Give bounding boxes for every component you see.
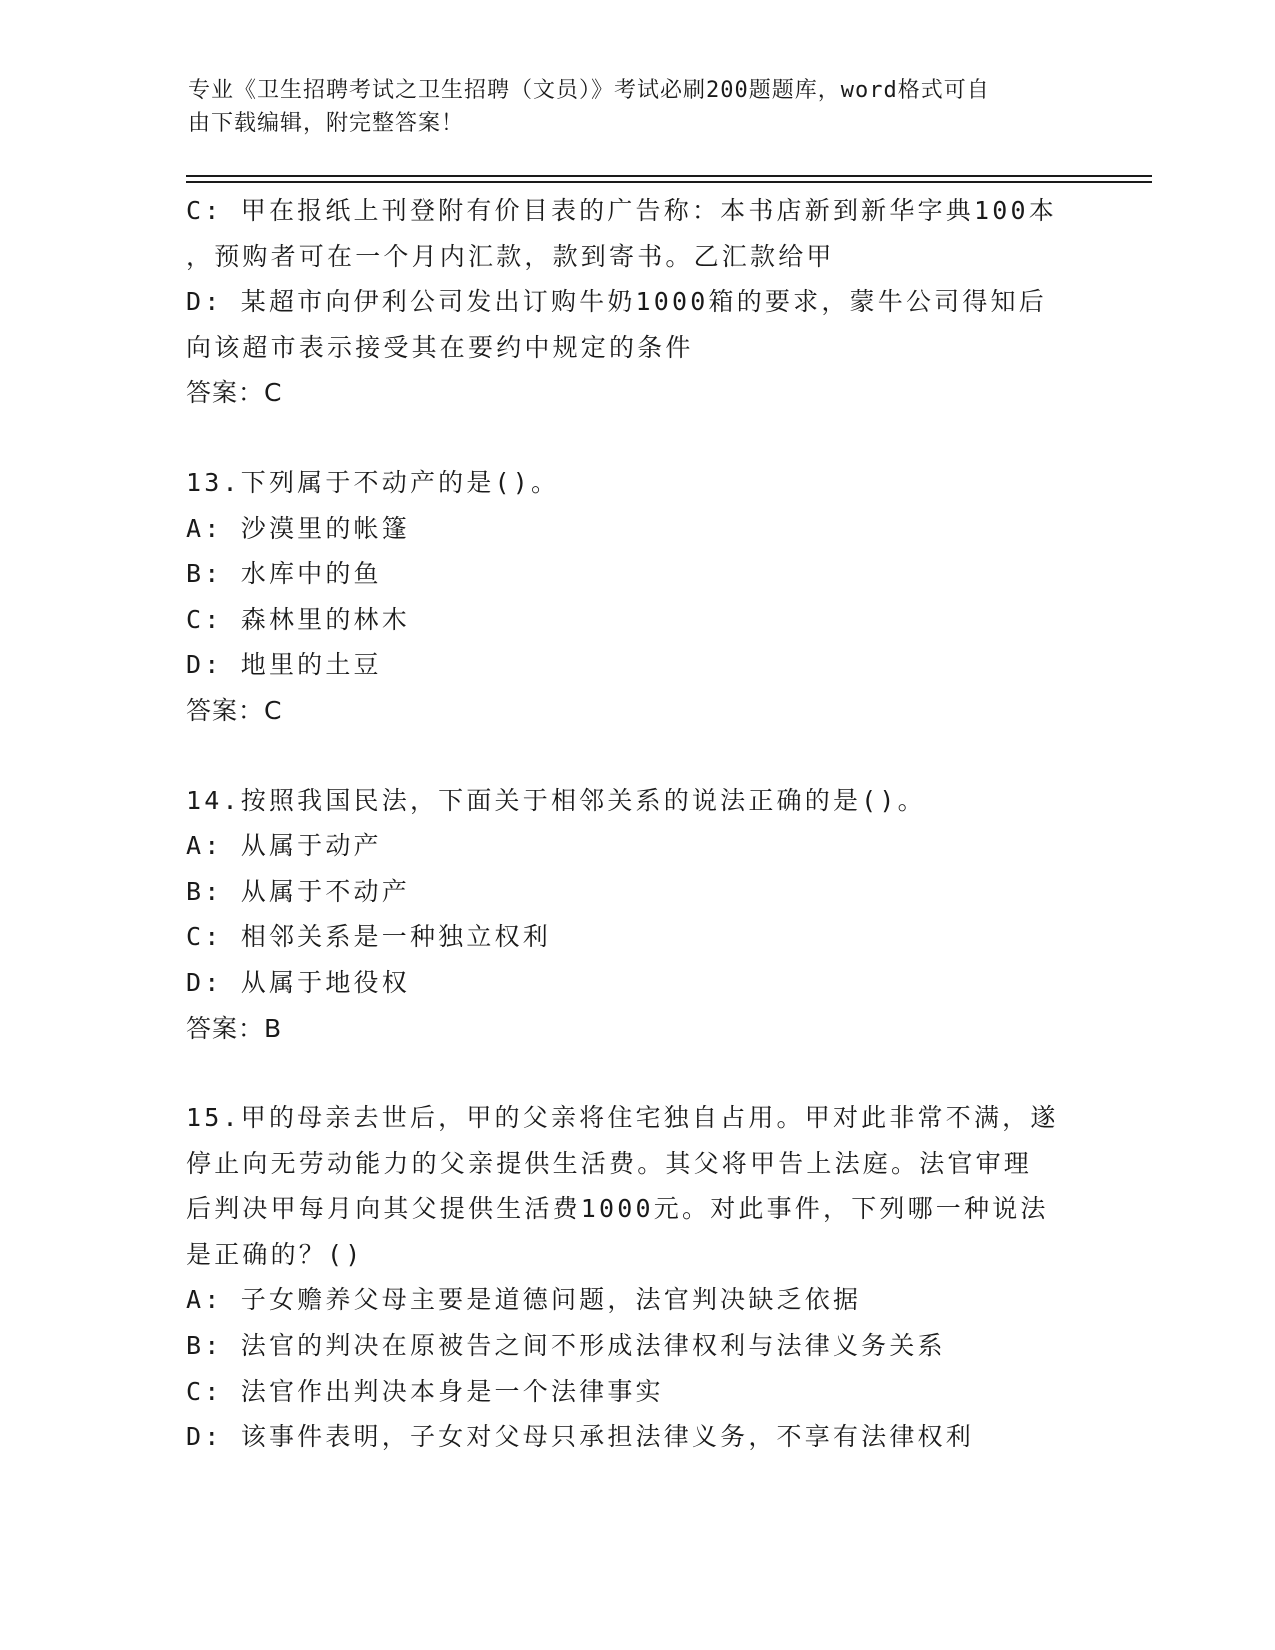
continued-question: [186, 188, 1086, 416]
question-13: [186, 460, 1086, 734]
answer: 答案：B: [186, 1013, 283, 1043]
option-d-continued: 向该超市表示接受其在要约中规定的条件: [186, 332, 694, 362]
spacer: [186, 1051, 1086, 1095]
option-c: C: 法官作出判决本身是一个法律事实: [186, 1376, 664, 1406]
question-text: 14.按照我国民法，下面关于相邻关系的说法正确的是()。: [186, 785, 926, 815]
spacer: [186, 734, 1086, 778]
option-d: D: 该事件表明，子女对父母只承担法律义务，不享有法律权利: [186, 1422, 974, 1452]
question-15: [186, 1095, 1086, 1460]
option-c: C: 森林里的林木: [186, 604, 410, 634]
option-d: D: 地里的土豆: [186, 650, 382, 680]
option-c: C: 甲在报纸上刊登附有价目表的广告称：本书店新到新华字典100本: [186, 196, 1057, 225]
question-text-line-2: 停止向无劳动能力的父亲提供生活费。其父将甲告上法庭。法官审理: [186, 1148, 1033, 1178]
header-line-1: 专业《卫生招聘考试之卫生招聘（文员）》考试必刷200题题库，word格式可自: [188, 78, 990, 103]
question-text-line-4: 是正确的？(): [186, 1239, 364, 1269]
question-text-line-1: 15.甲的母亲去世后，甲的父亲将住宅独自占用。甲对此非常不满，遂: [186, 1103, 1059, 1133]
document-header: [188, 74, 1068, 140]
option-c: C: 相邻关系是一种独立权利: [186, 922, 551, 952]
header-divider-bottom: [186, 181, 1152, 183]
header-line-2: 由下载编辑，附完整答案！: [188, 111, 465, 136]
option-d: D: 某超市向伊利公司发出订购牛奶1000箱的要求，蒙牛公司得知后: [186, 287, 1047, 317]
option-a: A: 从属于动产: [186, 831, 382, 861]
question-content: [186, 188, 1086, 1460]
question-text-line-3: 后判决甲每月向其父提供生活费1000元。对此事件，下列哪一种说法: [186, 1194, 1049, 1224]
spacer: [186, 416, 1086, 460]
option-c-continued: ，预购者可在一个月内汇款，款到寄书。乙汇款给甲: [186, 241, 835, 271]
answer: 答案：C: [186, 378, 283, 408]
option-a: A: 子女赡养父母主要是道德问题，法官判决缺乏依据: [186, 1285, 862, 1315]
option-b: B: 从属于不动产: [186, 876, 410, 906]
answer: 答案：C: [186, 695, 283, 725]
option-b: B: 水库中的鱼: [186, 559, 382, 589]
question-14: [186, 778, 1086, 1052]
option-d: D: 从属于地役权: [186, 967, 410, 997]
option-a: A: 沙漠里的帐篷: [186, 513, 410, 543]
header-divider-top: [186, 175, 1152, 177]
question-text: 13.下列属于不动产的是()。: [186, 467, 560, 497]
option-b: B: 法官的判决在原被告之间不形成法律权利与法律义务关系: [186, 1331, 946, 1361]
